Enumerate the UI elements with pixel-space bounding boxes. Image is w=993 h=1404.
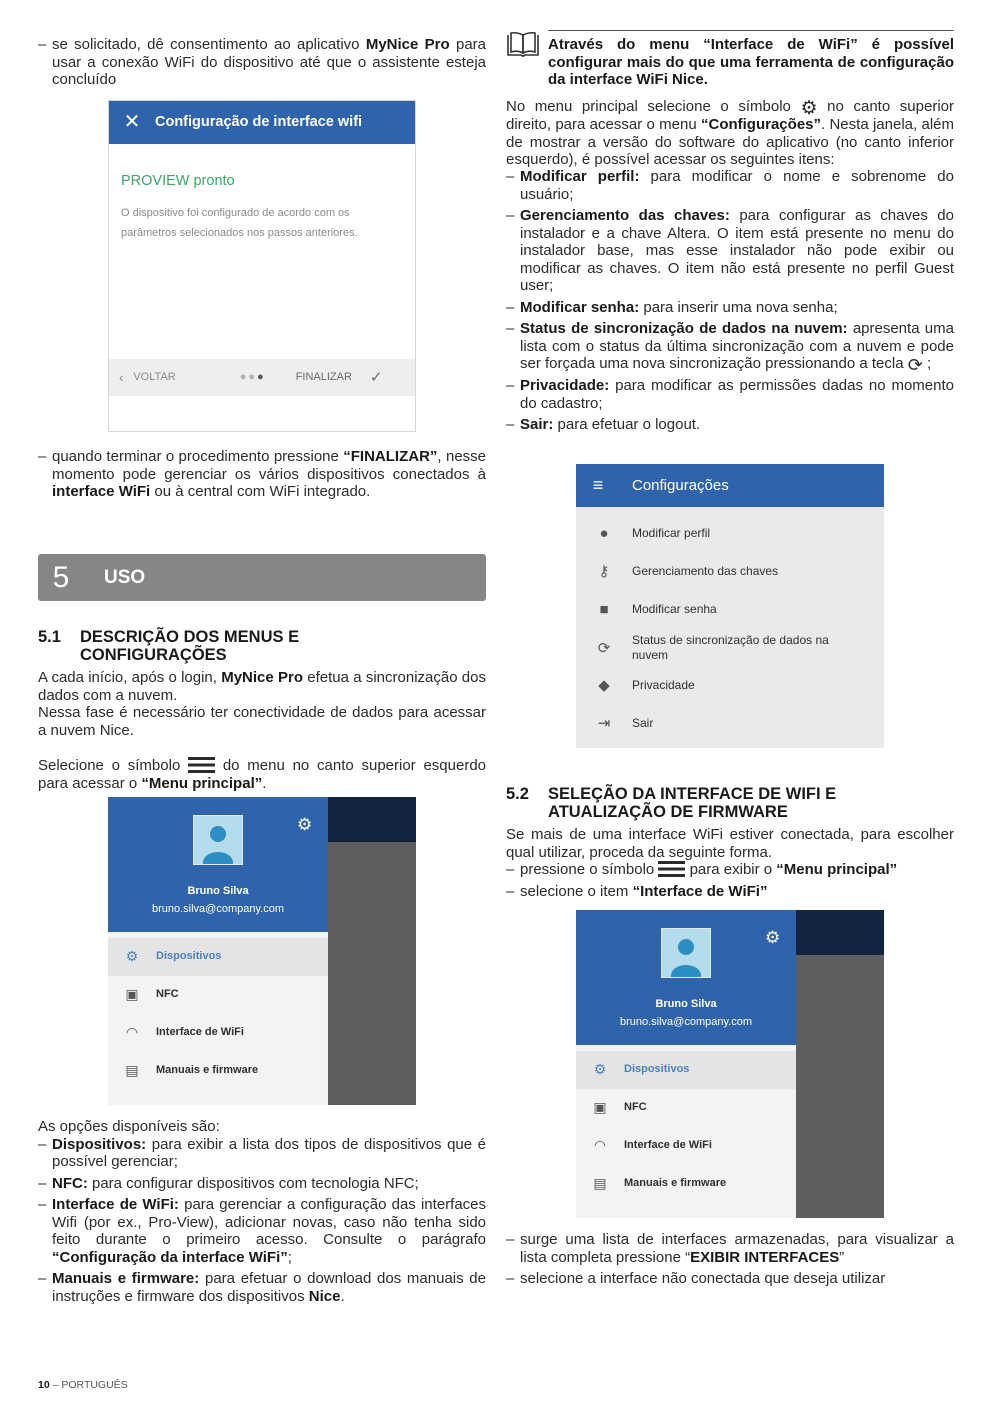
menu-item-interface-wifi[interactable]: ◠ Interface de WiFi [108, 1014, 328, 1052]
exit-icon: ⇥ [597, 714, 611, 732]
settings-item-perfil[interactable]: ● Modificar perfil [576, 514, 884, 552]
section-title: USO [104, 566, 146, 588]
close-icon[interactable]: ✕ [123, 110, 141, 133]
menu-item-dispositivos[interactable]: ⚙ Dispositivos [576, 1051, 796, 1089]
step-list-interfaces: – surge uma lista de interfaces armazenadas, para visualizar a lista completa pressione “EXIBIR INTERFACES” [506, 1231, 954, 1266]
settings-item-chaves[interactable]: ⚷ Gerenciamento das chaves [576, 552, 884, 590]
page-footer: 10 – PORTUGUÊS [38, 1379, 128, 1391]
step-select-interface: – selecione a interface não conectada que deseja utilizar [506, 1270, 954, 1288]
config-item-sync: – Status de sincronização de dados na nuvem: apresenta uma lista com o status da última sincronização com a nuvem e pode ser forçada uma nova sincronização pressionando a tecla ⟳ ; [506, 320, 954, 373]
user-name: Bruno Silva [655, 998, 717, 1010]
menu-item-nfc[interactable]: ▣ NFC [108, 976, 328, 1014]
hamburger-icon [188, 757, 215, 773]
intro-list [38, 36, 486, 89]
config-item-sair: – Sair: para efetuar o logout. [506, 416, 954, 434]
gear-icon: ⚙ [800, 98, 818, 119]
paragraph-menu: Selecione o símbolo do menu no canto superior esquerdo para acessar o “Menu principal”. [38, 757, 486, 792]
hamburger-icon[interactable]: ≡ [592, 474, 604, 495]
wifi-config-screenshot [108, 100, 416, 432]
note-rule [548, 30, 954, 31]
user-header [576, 910, 796, 1045]
settings-header [576, 464, 884, 507]
wifi-config-description: O dispositivo foi configurado de acordo com os parâmetros selecionados nos passos anteriores. [121, 207, 358, 239]
page-number: 10 [38, 1379, 50, 1391]
menu-item-manuais[interactable]: ▤ Manuais e firmware [576, 1165, 796, 1203]
person-icon: ● [599, 524, 609, 542]
chevron-left-icon: ‹ [119, 369, 124, 385]
back-button[interactable]: VOLTAR [133, 370, 176, 383]
config-item-chaves: – Gerenciamento das chaves: para configurar as chaves do instalador e a chave Altera. O item está presente no menu do instalador base, mas esse instalador não pode exibir ou modificar as chaves. O item não está presente no perfil Guest user; [506, 207, 954, 295]
heading-5-1: 5.1 DESCRIÇÃO DOS MENUS E CONFIGURAÇÕES [38, 628, 300, 664]
paragraph-multi-wifi: Se mais de uma interface WiFi estiver conectada, para escolher qual utilizar, proceda da seguinte forma. [506, 826, 954, 861]
check-icon[interactable]: ✓ [369, 368, 383, 386]
user-email: bruno.silva@company.com [619, 1016, 753, 1028]
step-press-menu: – pressione o símbolo para exibir o “Menu principal” [506, 861, 954, 879]
config-item-privacidade: – Privacidade: para modificar as permissões dadas no momento do cadastro; [506, 377, 954, 412]
chip-icon: ⚙ [125, 948, 139, 965]
finish-item: – quando terminar o procedimento pressione “FINALIZAR”, nesse momento pode gerenciar os vários dispositivos conectados à interface WiFi ou à central com WiFi integrado. [38, 448, 486, 501]
user-email: bruno.silva@company.com [151, 903, 285, 915]
main-menu-panel-2 [576, 910, 796, 1218]
gear-icon[interactable]: ⚙ [765, 928, 781, 947]
manual-icon: ▤ [125, 1062, 139, 1079]
gear-icon[interactable]: ⚙ [297, 815, 313, 834]
step-select-wifi: – selecione o item “Interface de WiFi” [506, 883, 954, 901]
hamburger-icon [658, 861, 685, 877]
finish-button[interactable]: FINALIZAR [295, 370, 352, 383]
menu-item-nfc[interactable]: ▣ NFC [576, 1089, 796, 1127]
section-number: 5 [52, 560, 70, 594]
paragraph-sync: A cada início, após o login, MyNice Pro efetua a sincronização dos dados com a nuvem. Nessa fase é necessário ter conectividade de dados para acessar a nuvem Nice. [38, 669, 486, 739]
nfc-icon: ▣ [593, 1099, 607, 1116]
wifi-config-title: Configuração de interface wifi [155, 113, 363, 130]
nfc-icon: ▣ [125, 986, 139, 1003]
main-menu-screenshot-2 [576, 910, 884, 1218]
intro-item: – se solicitado, dê consentimento ao aplicativo MyNice Pro para usar a conexão WiFi do dispositivo até que o assistente esteja concluído [38, 36, 486, 89]
menu-item-interface-wifi[interactable]: ◠ Interface de WiFi [576, 1127, 796, 1165]
steps-list-2 [506, 1231, 954, 1288]
finish-list [38, 448, 486, 501]
option-manuais: – Manuais e firmware: para efetuar o download dos manuais de instruções e firmware dos dispositivos Nice. [38, 1270, 486, 1305]
shield-icon: ◆ [598, 676, 610, 694]
footer-language: PORTUGUÊS [61, 1379, 128, 1391]
progress-dots: ●●● [239, 370, 266, 383]
key-icon: ⚷ [598, 562, 610, 580]
options-list [38, 1136, 486, 1306]
dark-overlay-top [796, 910, 884, 955]
main-menu-panel [108, 797, 328, 1105]
dark-overlay-top [328, 797, 416, 842]
avatar[interactable] [193, 815, 243, 865]
proview-status: PROVIEW pronto [121, 173, 235, 189]
config-item-senha: – Modificar senha: para inserir uma nova senha; [506, 299, 954, 317]
section-banner [38, 554, 486, 601]
settings-item-sync[interactable]: ⟳ Status de sincronização de dados na nuvem [576, 628, 884, 668]
menu-item-manuais[interactable]: ▤ Manuais e firmware [108, 1052, 328, 1090]
heading-5-2: 5.2 SELEÇÃO DA INTERFACE DE WIFI E ATUALIZAÇÃO DE FIRMWARE [506, 785, 837, 821]
settings-item-senha[interactable]: ■ Modificar senha [576, 590, 884, 628]
wizard-footer [109, 359, 415, 396]
steps-list-1 [506, 861, 954, 900]
options-intro: As opções disponíveis são: [38, 1118, 220, 1135]
book-icon [506, 31, 540, 59]
options-block [38, 1118, 486, 1305]
sync-icon: ⟳ [597, 639, 611, 657]
main-menu-screenshot [108, 797, 416, 1105]
config-item-perfil: – Modificar perfil: para modificar o nome e sobrenome do usuário; [506, 168, 954, 203]
note-text: Através do menu “Interface de WiFi” é possível configurar mais do que uma ferramenta de configuração da interface WiFi Nice. [548, 36, 954, 88]
user-header [108, 797, 328, 932]
chip-icon: ⚙ [593, 1061, 607, 1078]
option-interface-wifi: – Interface de WiFi: para gerenciar a configuração das interfaces Wifi (por ex., Pro-View), adicionar novas, caso não tenha sido feito durante o primeiro acesso. Consulte o parágrafo “Configuração da interface WiFi”; [38, 1196, 486, 1266]
wifi-icon: ◠ [593, 1137, 607, 1154]
option-nfc: – NFC: para configurar dispositivos com tecnologia NFC; [38, 1175, 486, 1193]
sync-icon: ⟳ [907, 355, 923, 375]
menu-item-dispositivos[interactable]: ⚙ Dispositivos [108, 938, 328, 976]
user-name: Bruno Silva [187, 885, 249, 897]
wifi-icon: ◠ [125, 1024, 139, 1041]
option-dispositivos: – Dispositivos: para exibir a lista dos tipos de dispositivos que é possível gerenciar; [38, 1136, 486, 1171]
avatar[interactable] [661, 928, 711, 978]
manual-icon: ▤ [593, 1175, 607, 1192]
settings-item-privacidade[interactable]: ◆ Privacidade [576, 666, 884, 704]
paragraph-config: No menu principal selecione o símbolo ⚙ no canto superior direito, para acessar o menu “Configurações”. Nesta janela, além de mostrar a versão do software do aplicativo (no canto inferior esquerdo), é possível acessar os seguintes itens: [506, 98, 954, 168]
settings-screenshot [576, 464, 884, 748]
settings-item-sair[interactable]: ⇥ Sair [576, 704, 884, 742]
settings-title: Configurações [632, 476, 729, 494]
config-items-list [506, 168, 954, 434]
lock-icon: ■ [599, 600, 609, 618]
wifi-config-header [109, 101, 415, 144]
